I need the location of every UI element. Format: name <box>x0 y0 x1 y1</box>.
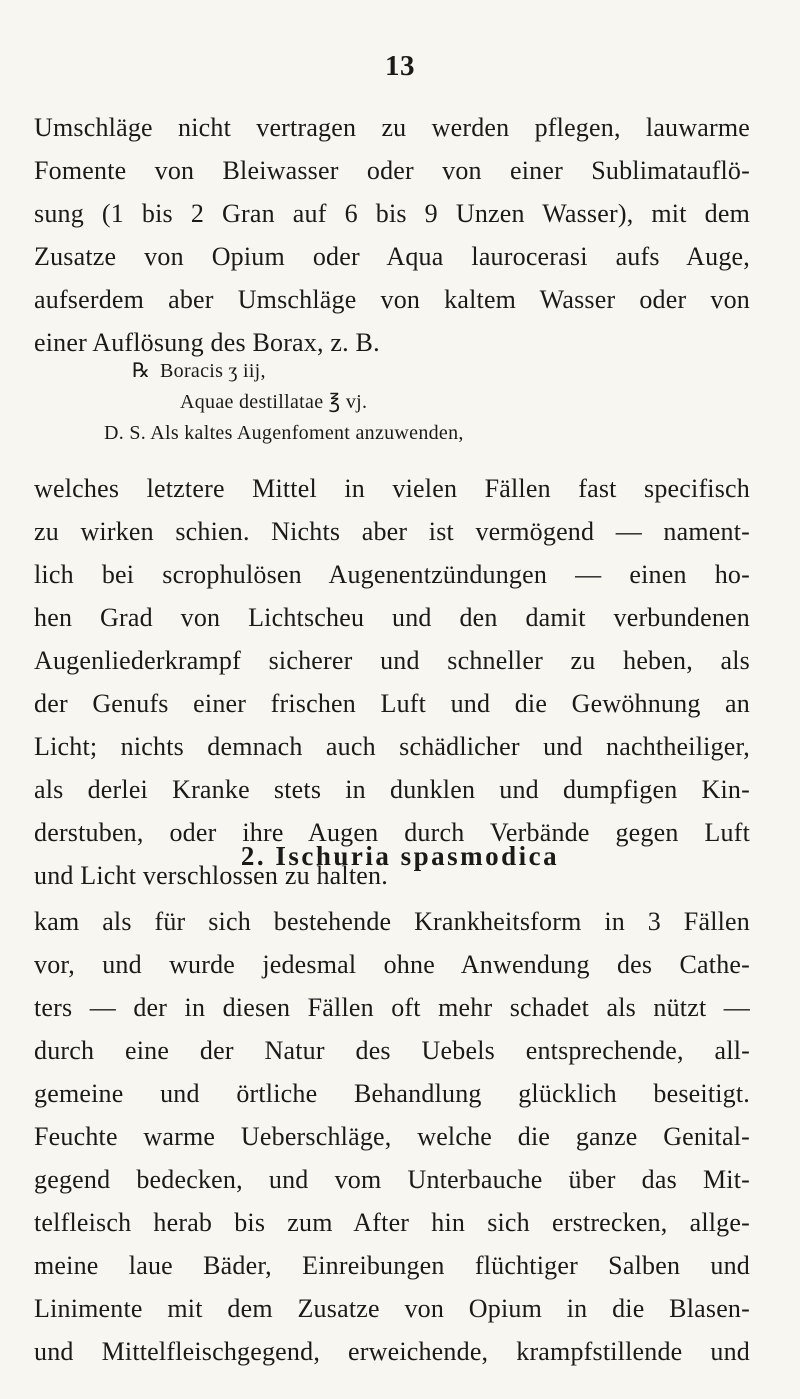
text-line: Fomente von Bleiwasser oder von einer Sublimatauflö- <box>34 156 750 185</box>
text-line: durch eine der Natur des Uebels entsprechende, all- <box>34 1036 750 1065</box>
text-line: Umschläge nicht vertragen zu werden pflegen, lauwarme <box>34 113 750 142</box>
text-line: aufserdem aber Umschläge von kaltem Wasser oder von <box>34 285 750 314</box>
text-line: Licht; nichts demnach auch schädlicher und nachtheiliger, <box>34 732 750 761</box>
text-line: gegend bedecken, und vom Unterbauche über das Mit- <box>34 1165 750 1194</box>
text-line: hen Grad von Lichtscheu und den damit verbundenen <box>34 603 750 632</box>
text-line: ters — der in diesen Fällen oft mehr schadet als nützt — <box>34 993 750 1022</box>
prescription-line: Aquae destillatae ℥ vj. <box>180 391 368 413</box>
text-line: kam als für sich bestehende Krankheitsform in 3 Fällen <box>34 907 750 936</box>
text-line: gemeine und örtliche Behandlung glücklich beseitigt. <box>34 1079 750 1108</box>
text-line: einer Auflösung des Borax, z. B. <box>34 328 380 357</box>
text-line: derstuben, oder ihre Augen durch Verbände gegen Luft <box>34 818 750 847</box>
prescription-block <box>104 356 464 449</box>
text-line: zu wirken schien. Nichts aber ist vermögend — nament- <box>34 517 750 546</box>
text-line: der Genufs einer frischen Luft und die Gewöhnung an <box>34 689 750 718</box>
text-line: sung (1 bis 2 Gran auf 6 bis 9 Unzen Wasser), mit dem <box>34 199 750 228</box>
text-line: meine laue Bäder, Einreibungen flüchtiger Salben und <box>34 1251 750 1280</box>
prescription-line <box>104 356 464 387</box>
paragraph-ischuria <box>34 900 750 1373</box>
text-line: und Licht verschlossen zu halten. <box>34 861 388 890</box>
text-line: Augenliederkrampf sicherer und schneller zu heben, als <box>34 646 750 675</box>
text-line: Feuchte warme Ueberschläge, welche die ganze Genital- <box>34 1122 750 1151</box>
text-line: Zusatze von Opium oder Aqua laurocerasi aufs Auge, <box>34 242 750 271</box>
text-line: Linimente mit dem Zusatze von Opium in die Blasen- <box>34 1294 750 1323</box>
prescription-ingredient: Boracis ʒ iij, <box>160 360 266 382</box>
page-number: 13 <box>385 50 415 82</box>
text-line: lich bei scrophulösen Augenentzündungen — einen ho- <box>34 560 750 589</box>
text-line: als derlei Kranke stets in dunklen und dumpfigen Kin- <box>34 775 750 804</box>
text-line: welches letztere Mittel in vielen Fällen fast specifisch <box>34 474 750 503</box>
paragraph-treatment-compresses <box>34 106 750 364</box>
text-line: vor, und wurde jedesmal ohne Anwendung des Cathe- <box>34 950 750 979</box>
paragraph-light-and-air <box>34 467 750 897</box>
prescription-instructions: D. S. Als kaltes Augenfoment anzuwenden, <box>104 422 464 444</box>
recipe-symbol-icon: ℞ <box>132 360 151 382</box>
text-line: und Mittelfleischgegend, erweichende, krampfstillende und <box>34 1337 750 1366</box>
text-line: telfleisch herab bis zum After hin sich erstrecken, allge- <box>34 1208 750 1237</box>
section-heading: 2. Ischuria spasmodica <box>240 841 560 871</box>
